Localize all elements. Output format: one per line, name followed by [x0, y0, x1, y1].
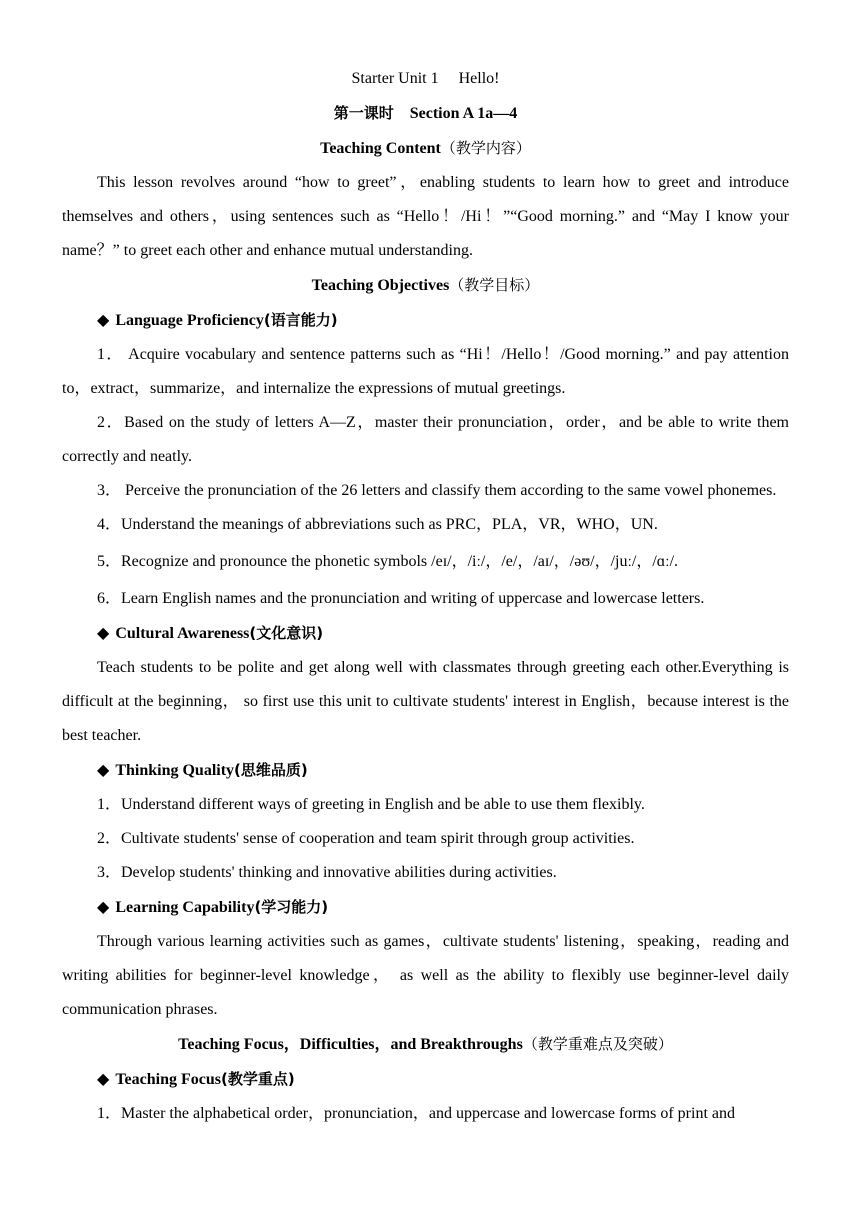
learning-title-cn: (学习能力) — [254, 898, 329, 916]
cultural-title-cn: (文化意识) — [249, 624, 324, 642]
objectives-heading-cn: （教学目标） — [449, 276, 540, 294]
lesson-subtitle — [62, 96, 789, 131]
thinking-heading — [62, 753, 789, 788]
diamond-bullet-icon: ◆ — [97, 312, 110, 329]
language-item: 6．Learn English names and the pronunciation and writing of uppercase and lowercase letters. — [97, 590, 705, 607]
language-item: 5．Recognize and pronounce the phonetic symbols /eɪ/，/iː/，/e/，/aɪ/，/əʊ/，/juː/，/ɑː/. — [97, 553, 679, 570]
language-item: 2．Based on the study of letters A—Z，master their pronunciation，order，and be able to write them correctly and neatly. — [62, 414, 789, 465]
language-title-cn: (语言能力) — [263, 311, 338, 329]
lesson-number-cn: 第一课时 — [333, 104, 394, 122]
learning-heading — [62, 890, 789, 925]
content-heading-en: Teaching Content — [320, 140, 441, 157]
learning-paragraph: Through various learning activities such as games，cultivate students' listening，speaking，reading and writing abilities for beginner-level knowledge， as well as the ability to flexibly use beginner-level daily communication phrases. — [62, 933, 789, 1018]
unit-title: Starter Unit 1 Hello! — [351, 70, 500, 87]
thinking-title: Thinking Quality — [115, 762, 235, 779]
language-item: 1． Acquire vocabulary and sentence patterns such as “Hi！/Hello！/Good morning.” and pay attention to，extract，summarize，and internalize the expressions of mutual greetings. — [62, 346, 789, 397]
diamond-bullet-icon: ◆ — [97, 1071, 110, 1088]
content-heading — [62, 131, 789, 166]
teaching-focus-title-cn: (教学重点) — [220, 1070, 295, 1088]
cultural-title: Cultural Awareness — [115, 625, 250, 642]
cultural-heading — [62, 616, 789, 651]
teaching-focus-heading — [62, 1062, 789, 1097]
objectives-heading — [62, 268, 789, 303]
focus-heading-en: Teaching Focus，Difficulties，and Breakthroughs — [178, 1036, 523, 1053]
teaching-focus-title: Teaching Focus — [115, 1071, 221, 1088]
cultural-paragraph: Teach students to be polite and get along well with classmates through greeting each other.Everything is difficult at the beginning， so first use this unit to cultivate students' interest in English，because interest is the best teacher. — [62, 659, 790, 744]
teaching-focus-item: 1．Master the alphabetical order，pronunciation，and uppercase and lowercase forms of print and — [97, 1105, 735, 1122]
thinking-item: 2．Cultivate students' sense of cooperation and team spirit through group activities. — [97, 830, 635, 847]
language-title: Language Proficiency — [115, 312, 264, 329]
diamond-bullet-icon: ◆ — [97, 762, 110, 779]
content-heading-cn: （教学内容） — [440, 139, 531, 157]
lesson-section: Section A 1a—4 — [409, 105, 518, 122]
document-content — [62, 62, 789, 1131]
objectives-heading-en: Teaching Objectives — [311, 277, 450, 294]
language-item: 3． Perceive the pronunciation of the 26 letters and classify them according to the same vowel phonemes. — [97, 482, 777, 499]
diamond-bullet-icon: ◆ — [97, 899, 110, 916]
focus-heading-cn: （教学重难点及突破） — [522, 1035, 673, 1053]
language-heading — [62, 303, 789, 338]
thinking-item: 1．Understand different ways of greeting in English and be able to use them flexibly. — [97, 796, 645, 813]
thinking-title-cn: (思维品质) — [234, 761, 308, 779]
learning-title: Learning Capability — [115, 899, 255, 916]
content-paragraph: This lesson revolves around “how to greet”，enabling students to learn how to greet and introduce themselves and others，using sentences such as “Hello！/Hi！”“Good morning.” and “May I know your name？” to greet each other and enhance mutual understanding. — [62, 174, 789, 259]
focus-heading — [62, 1027, 789, 1062]
diamond-bullet-icon: ◆ — [97, 625, 110, 642]
language-item: 4．Understand the meanings of abbreviations such as PRC，PLA，VR，WHO，UN. — [97, 516, 658, 533]
thinking-item: 3．Develop students' thinking and innovative abilities during activities. — [97, 864, 557, 881]
